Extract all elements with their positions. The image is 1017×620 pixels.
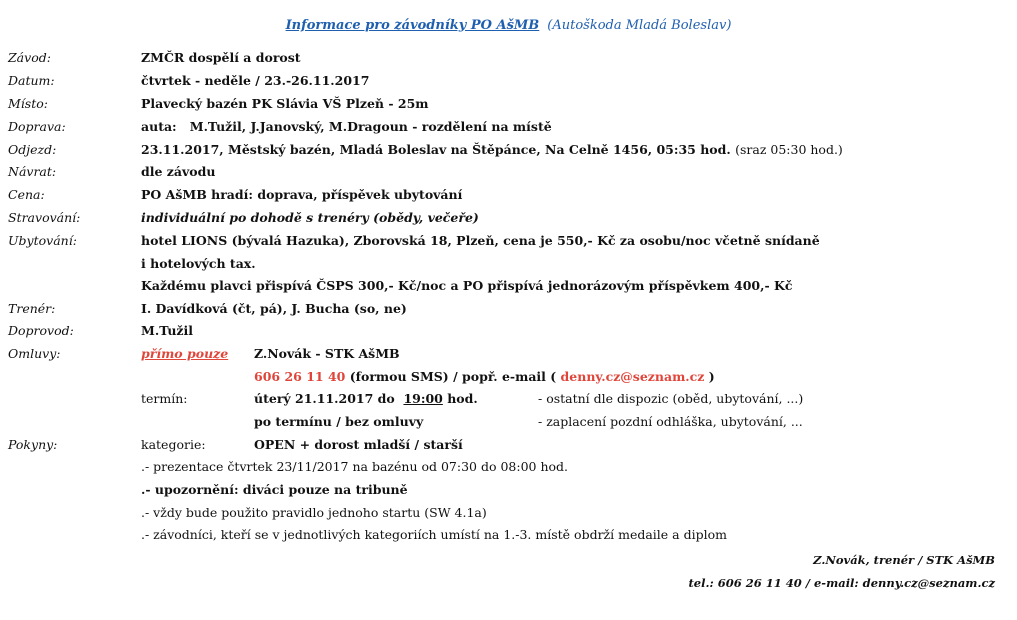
termin-time: 19:00: [403, 391, 443, 406]
label-ubytovani: Ubytování:: [8, 233, 77, 248]
pokyn-line-4: .- závodníci, kteří se v jednotlivých kategoriích umístí na 1.-3. místě obdrží medaile a diplom: [141, 527, 727, 542]
odjezd-main: 23.11.2017, Městský bazén, Mladá Boleslav na Štěpánce, Na Celně 1456, 05:35 hod.: [141, 142, 731, 157]
label-doprovod: Doprovod:: [8, 323, 74, 338]
label-odjezd: Odjezd:: [8, 142, 57, 157]
page-title: [0, 18, 1017, 33]
pokyn-line-2: .- upozornění: diváci pouze na tribuně: [141, 482, 408, 497]
value-cena: PO AšMB hradí: doprava, příspěvek ubytování: [141, 187, 463, 202]
termin-hod: hod.: [447, 391, 478, 406]
value-misto: Plavecký bazén PK Slávia VŠ Plzeň - 25m: [141, 96, 429, 111]
title-sub: (Autoškoda Mladá Boleslav): [547, 18, 732, 33]
omluvy-phone-line: [254, 369, 715, 384]
label-datum: Datum:: [8, 73, 55, 88]
kategorie-value: OPEN + dorost mladší / starší: [254, 437, 463, 452]
po-terminu-note: - zaplacení pozdní odhláška, ubytování, ...: [538, 414, 803, 429]
signature-contact: tel.: 606 26 11 40 / e-mail: denny.cz@seznam.cz: [688, 576, 995, 590]
omluvy-contact: Z.Novák - STK AšMB: [254, 346, 400, 361]
termin-date: úterý 21.11.2017 do: [254, 391, 395, 406]
label-cena: Cena:: [8, 187, 45, 202]
omluvy-primo: přímo pouze: [141, 346, 229, 361]
label-stravovani: Stravování:: [8, 210, 81, 225]
value-trener: I. Davídková (čt, pá), J. Bucha (so, ne): [141, 301, 407, 316]
omluvy-email[interactable]: denny.cz@seznam.cz: [560, 369, 705, 384]
value-odjezd: [141, 142, 843, 157]
kategorie-label: kategorie:: [141, 437, 206, 452]
label-misto: Místo:: [8, 96, 48, 111]
title-main: Informace pro závodníky PO AšMB: [285, 18, 540, 33]
label-doprava: Doprava:: [8, 119, 66, 134]
value-doprava: auta: M.Tužil, J.Janovský, M.Dragoun - rozdělení na místě: [141, 119, 552, 134]
label-zavod: Závod:: [8, 50, 51, 65]
value-zavod: ZMČR dospělí a dorost: [141, 50, 301, 65]
signature-name: Z.Novák, trenér / STK AšMB: [813, 553, 995, 567]
termin-note: - ostatní dle dispozic (oběd, ubytování, ...): [538, 391, 804, 406]
label-trener: Trenér:: [8, 301, 56, 316]
value-datum: čtvrtek - neděle / 23.-26.11.2017: [141, 73, 370, 88]
pokyn-line-1: .- prezentace čtvrtek 23/11/2017 na bazénu od 07:30 do 08:00 hod.: [141, 459, 569, 474]
omluvy-phone: 606 26 11 40: [254, 369, 346, 384]
termin-line: [254, 391, 478, 406]
pokyn-line-3: .- vždy bude použito pravidlo jednoho startu (SW 4.1a): [141, 505, 487, 520]
termin-label: termín:: [141, 391, 188, 406]
omluvy-close: ): [708, 369, 715, 384]
value-ubytovani-line3: Každému plavci přispívá ČSPS 300,- Kč/noc a PO přispívá jednorázovým příspěvkem 400,- Kč: [141, 278, 793, 293]
value-ubytovani: hotel LIONS (bývalá Hazuka), Zborovská 18, Plzeň, cena je 550,- Kč za osobu/noc včetně snídaně: [141, 233, 820, 248]
omluvy-sms: (formou SMS) / popř. e-mail (: [349, 369, 557, 384]
value-doprovod: M.Tužil: [141, 323, 194, 338]
label-omluvy: Omluvy:: [8, 346, 61, 361]
value-ubytovani-line2: i hotelových tax.: [141, 256, 256, 271]
value-stravovani: individuální po dohodě s trenéry (obědy, večeře): [141, 210, 479, 225]
po-terminu: po termínu / bez omluvy: [254, 414, 424, 429]
label-pokyny: Pokyny:: [8, 437, 58, 452]
value-navrat: dle závodu: [141, 164, 216, 179]
label-navrat: Návrat:: [8, 164, 57, 179]
odjezd-note: (sraz 05:30 hod.): [735, 142, 843, 157]
